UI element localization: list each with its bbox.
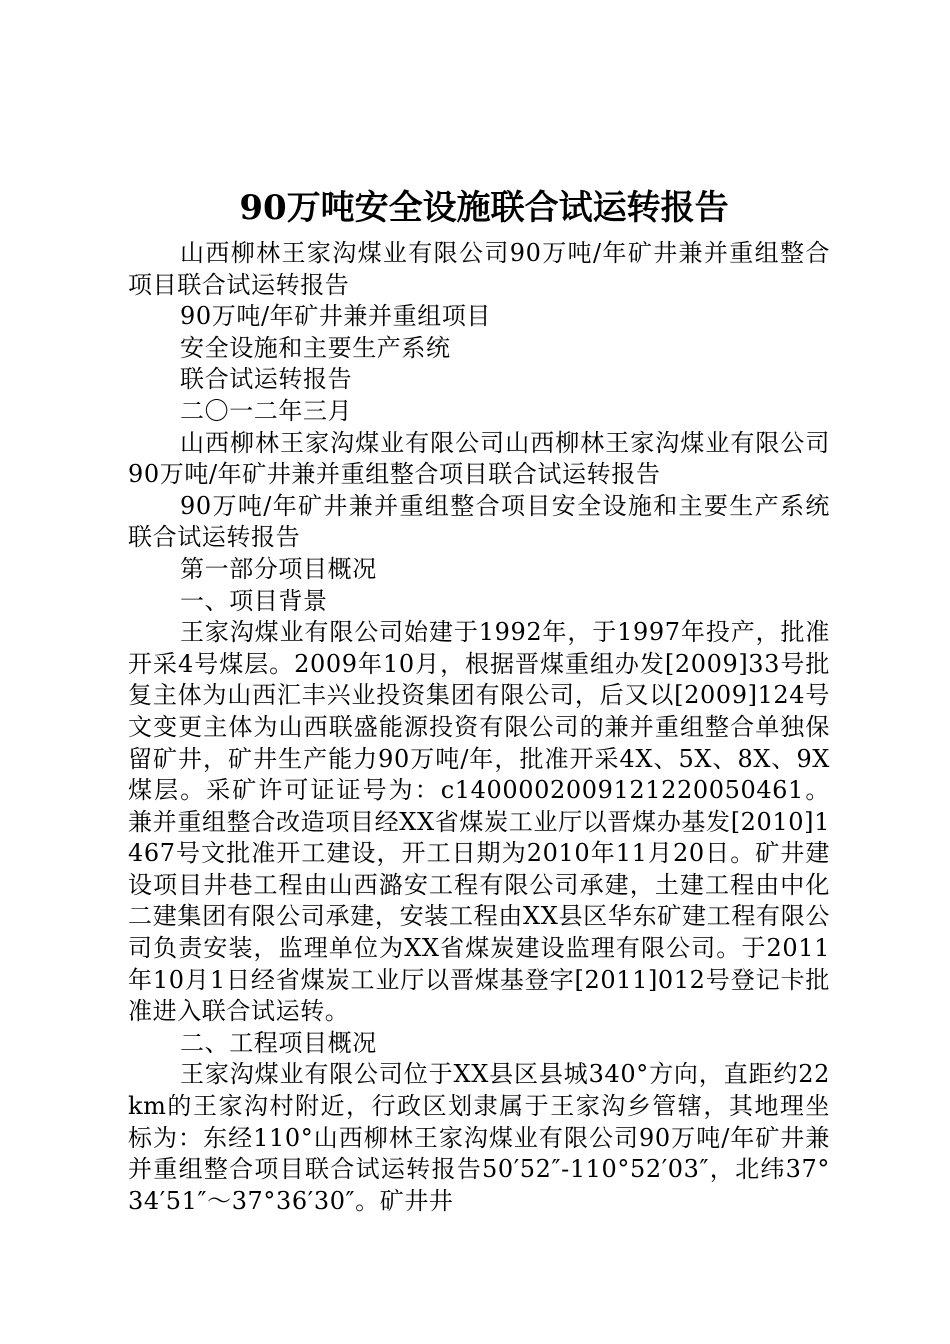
section-heading-overview: 二、工程项目概况 bbox=[180, 1028, 377, 1057]
paragraph-intro: 山西柳林王家沟煤业有限公司90万吨/年矿井兼并重组整合项目联合试运转报告 bbox=[128, 239, 830, 299]
paragraph-project: 90万吨/年矿井兼并重组项目 bbox=[180, 302, 492, 331]
paragraph-report: 联合试运转报告 bbox=[180, 365, 353, 394]
section-heading-background: 一、项目背景 bbox=[180, 586, 328, 615]
paragraph-background: 王家沟煤业有限公司始建于1992年，于1997年投产，批准开采4号煤层。2009年10月，根据晋煤重组办发[2009]33号批复主体为山西汇丰兴业投资集团有限公司，后又以[2009]124号文变更主体为山西联盛能源投资有限公司的兼并重组整合单独保留矿井，矿井生产能力90万吨/年，批准开采4X、5X、8X、9X煤层。采矿许可证证号为：c1400002009121220050461。兼并重组整合改造项目经XX省煤炭工业厅以晋煤办基发[2010]1467号文批准开工建设，开工日期为2010年11月20日。矿井建设项目井巷工程由山西潞安工程有限公司承建，土建工程由中化二建集团有限公司承建，安装工程由XX县区华东矿建工程有限公司负责安装，监理单位为XX省煤炭建设监理有限公司。于2011年10月1日经省煤炭工业厅以晋煤基登字[2011]012号登记卡批准进入联合试运转。 bbox=[128, 618, 830, 1026]
paragraph-overview: 王家沟煤业有限公司位于XX县区县城340°方向，直距约22km的王家沟村附近，行政区划隶属于王家沟乡管辖，其地理坐标为：东经110°山西柳林王家沟煤业有限公司90万吨/年矿井兼并重组整合项目联合试运转报告50′52″-110°52′03″，北纬37°34′51″～37°36′30″。矿井井 bbox=[128, 1060, 830, 1215]
paragraph-company-report: 山西柳林王家沟煤业有限公司山西柳林王家沟煤业有限公司90万吨/年矿井兼并重组整合项目联合试运转报告 bbox=[128, 428, 830, 489]
paragraph-date: 二〇一二年三月 bbox=[180, 396, 353, 425]
section-heading-part-one: 第一部分项目概况 bbox=[180, 554, 377, 583]
paragraph-safety-report: 90万吨/年矿井兼并重组整合项目安全设施和主要生产系统联合试运转报告 bbox=[128, 491, 830, 552]
paragraph-systems: 安全设施和主要生产系统 bbox=[180, 333, 451, 362]
document-title: 90万吨安全设施联合试运转报告 bbox=[239, 188, 729, 228]
